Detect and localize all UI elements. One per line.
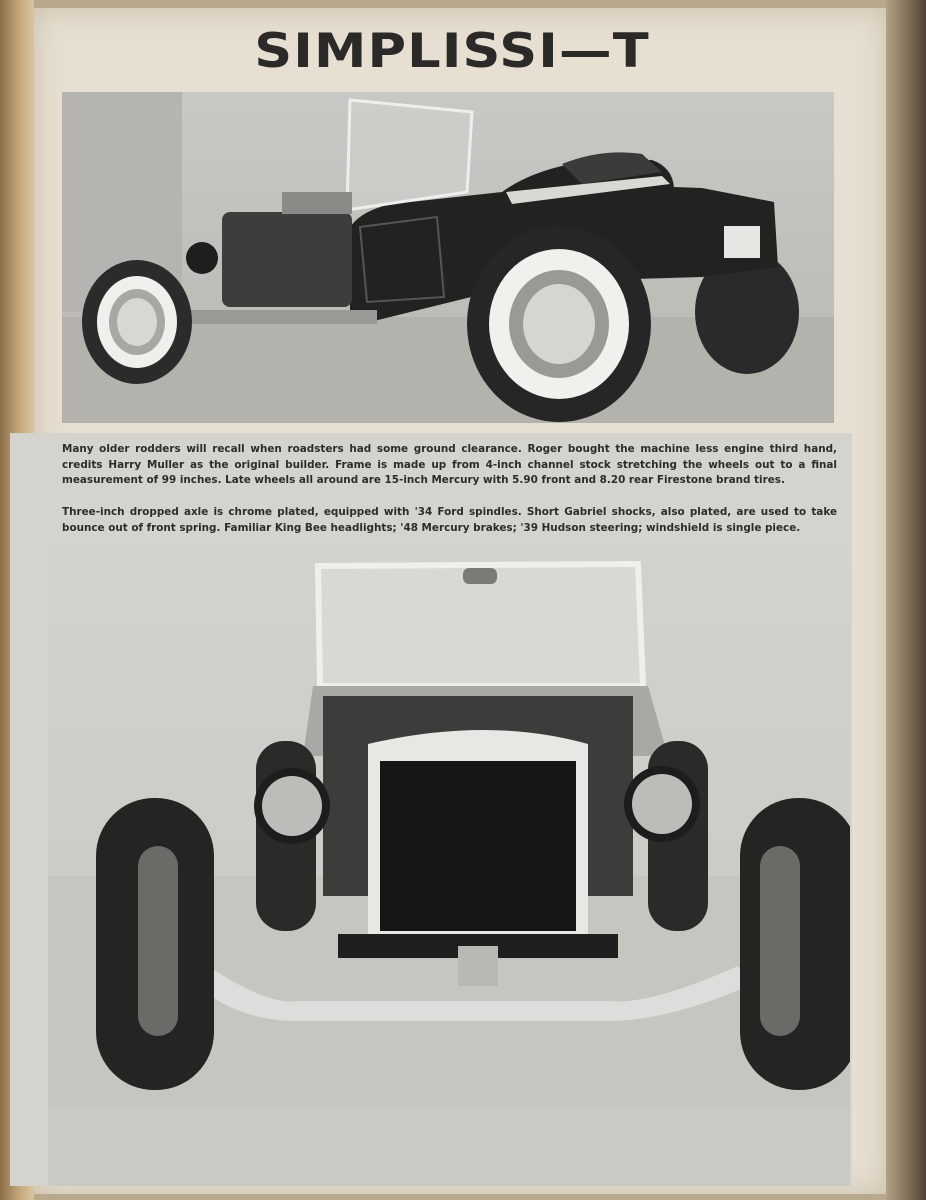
roadster-side-photo xyxy=(62,92,834,423)
article-title: SIMPLISSI—T xyxy=(254,24,650,79)
next-page-edge xyxy=(886,0,926,1200)
caption-paragraph-1: Many older rodders will recall when roadsters had some ground clearance. Roger bought the machine less engine third hand, credits Harry Muller as the original builder. Frame is made up from 4-inch channel stock stretching the wheels out to a final measurement of 99 inches. Late wheels all around are 15-inch Mercury with 5.90 front and 8.20 rear Firestone brand tires. xyxy=(62,443,837,487)
roadster-front-photo xyxy=(48,546,850,1186)
caption-paragraph-2: Three-inch dropped axle is chrome plated, equipped with '34 Ford spindles. Short Gabriel shocks, also plated, are used to take bounce out of front spring. Familiar King Bee headlights; '48 Mercury brakes; '39 Hudson steering; windshield is single piece. xyxy=(62,506,837,534)
